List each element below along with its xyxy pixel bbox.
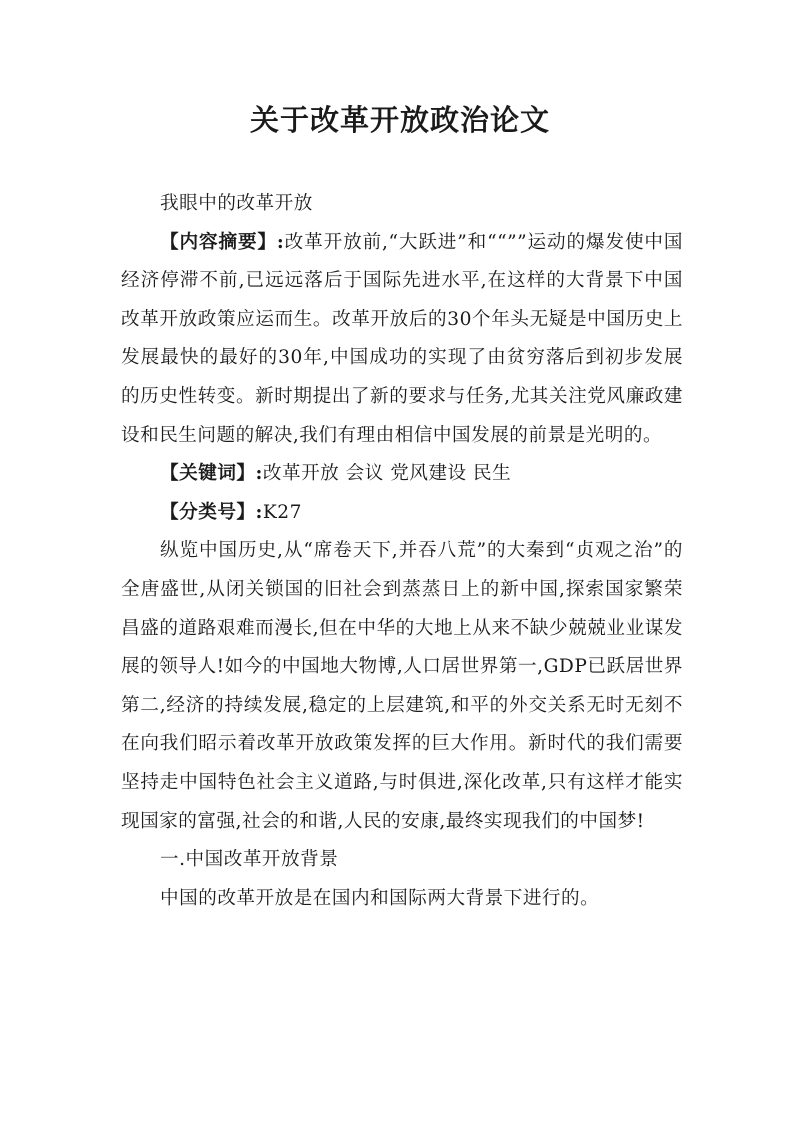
abstract-paragraph [121, 224, 683, 456]
abstract-text: 改革开放前,“大跃进”和““””运动的爆发使中国经济停滞不前,已远远落后于国际先进水平,在这样的大背景下中国改革开放政策应运而生。改革开放后的30个年头无疑是中国历史上发展最快的最好的30年,中国成功的实现了由贫穷落后到初步发展的历史性转变。新时期提出了新的要求与任务,尤其关注党风廉政建设和民生问题的解决,我们有理由相信中国发展的前景是光明的。 [121, 231, 683, 446]
document-body [121, 185, 683, 918]
classification-paragraph [121, 494, 683, 533]
document-title: 关于改革开放政治论文 [249, 103, 550, 137]
keywords-label: 【关键词】: [160, 463, 263, 485]
classification-text: K27 [262, 501, 302, 523]
abstract-label: 【内容摘要】: [160, 231, 285, 253]
intro-paragraph: 纵览中国历史,从“席卷天下,并吞八荒”的大秦到“贞观之治”的全唐盛世,从闭关锁国的旧社会到蒸蒸日上的新中国,探索国家繁荣昌盛的道路艰难而漫长,但在中华的大地上从来不缺少兢兢业业谋发展的领导人!如今的中国地大物博,人口居世界第一,GDP已跃居世界第二,经济的持续发展,稳定的上层建筑,和平的外交关系无时无刻不在向我们昭示着改革开放政策发挥的巨大作用。新时代的我们需要坚持走中国特色社会主义道路,与时俱进,深化改革,只有这样才能实现国家的富强,社会的和谐,人民的安康,最终实现我们的中国梦! [121, 540, 683, 832]
section-paragraph: 中国的改革开放是在国内和国际两大背景下进行的。 [160, 887, 600, 909]
section-heading: 一.中国改革开放背景 [160, 849, 339, 871]
subtitle: 我眼中的改革开放 [160, 193, 313, 214]
keywords-paragraph [121, 455, 683, 494]
keywords-text: 改革开放 会议 党风建设 民生 [262, 463, 512, 485]
classification-label: 【分类号】: [160, 501, 263, 523]
